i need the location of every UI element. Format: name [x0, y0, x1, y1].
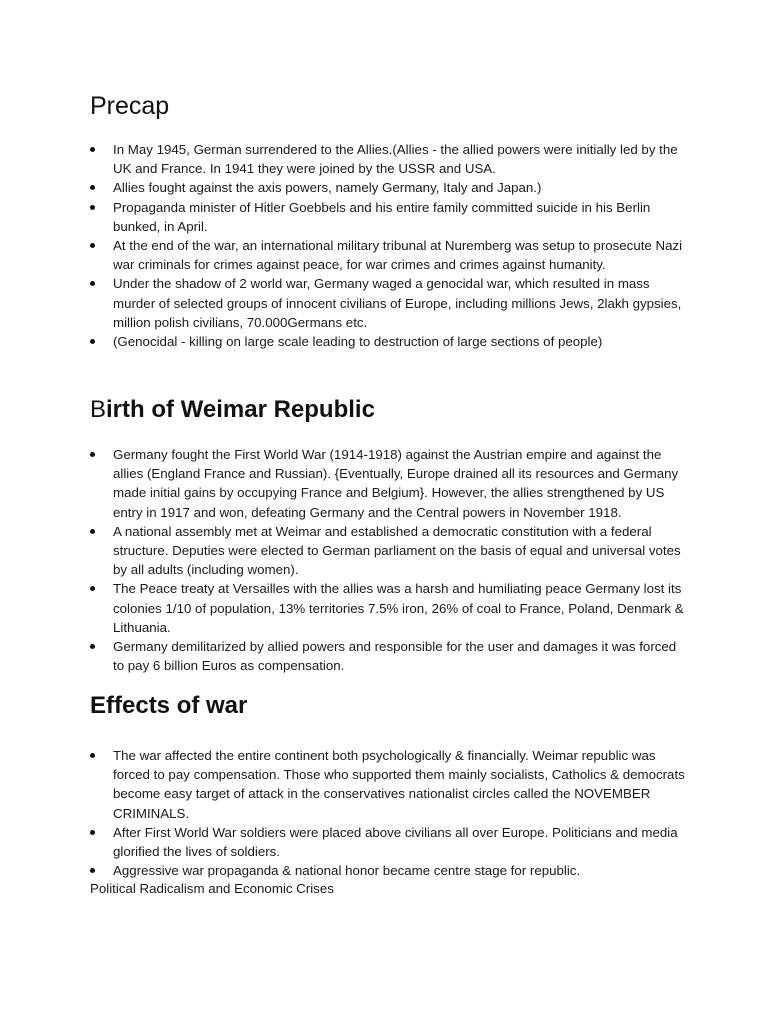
- bullet-icon: [90, 243, 95, 248]
- list-item-text: At the end of the war, an international military tribunal at Nuremberg was setup to prosecute Nazi war criminals for crimes against peace, for war crimes and crimes against humanity.: [113, 238, 683, 273]
- heading-birth-rest: irth of Weimar Republic: [106, 396, 375, 423]
- heading-birth-first-letter: B: [90, 396, 107, 423]
- list-item-text: Allies fought against the axis powers, namely Germany, Italy and Japan.): [113, 180, 542, 196]
- bullet-icon: [90, 529, 95, 534]
- list-item: [0, 579, 768, 637]
- list-item-text: In May 1945, German surrendered to the Allies.(Allies - the allied powers were initially led by the UK and France. In 1941 they were joined by the USSR and USA.: [113, 142, 678, 177]
- list-item-text: A national assembly met at Weimar and established a democratic constitution with a federal structure. Deputies were elected to German parliament on the basis of equal and universal votes by all adults (including women).: [113, 523, 681, 578]
- heading-effects-of-war: Effects of war: [90, 692, 248, 719]
- subheading-political-radicalism: Political Radicalism and Economic Crises: [90, 881, 334, 896]
- list-item: [0, 274, 768, 332]
- list-item: [0, 178, 768, 197]
- list-item: [0, 746, 768, 823]
- bullet-icon: [90, 281, 95, 286]
- list-item-text: Under the shadow of 2 world war, Germany waged a genocidal war, which resulted in mass murder of selected groups of innocent civilians of Europe, including millions Jews, 2lakh gypsies, million polish civilians, 70.000Germans etc.: [113, 276, 682, 330]
- bullet-icon: [90, 868, 95, 873]
- heading-precap: Precap: [90, 92, 170, 120]
- list-item: [0, 823, 768, 861]
- list-item: [0, 861, 768, 880]
- list-item: [0, 332, 768, 351]
- bullet-icon: [90, 830, 95, 835]
- list-item: [0, 522, 768, 580]
- heading-birth-of-weimar-republic: [90, 396, 375, 424]
- list-precap: [0, 140, 768, 351]
- list-birth: [0, 445, 768, 675]
- list-item: [0, 236, 768, 274]
- list-item-text: The Peace treaty at Versailles with the allies was a harsh and humiliating peace Germany lost its colonies 1/10 of population, 13% territories 7.5% iron, 26% of coal to France, Poland, Denmark & Lithuania.: [113, 581, 684, 635]
- list-effects: [0, 746, 768, 880]
- bullet-icon: [90, 644, 95, 649]
- list-item-text: Propaganda minister of Hitler Goebbels and his entire family committed suicide in his Berlin bunked, in April.: [113, 199, 651, 234]
- list-item-text: Germany fought the First World War (1914-1918) against the Austrian empire and against the allies (England France and Russian). {Eventually, Europe drained all its resources and Germany made initial gains by occupying France and Belgium}. However, the allies strengthened by US entry in 1917 and won, defeating Germany and the Central powers in November 1918.: [113, 447, 679, 520]
- bullet-icon: [90, 753, 95, 758]
- bullet-icon: [90, 452, 95, 457]
- list-item-text: Germany demilitarized by allied powers and responsible for the user and damages it was forced to pay 6 billion Euros as compensation.: [113, 639, 677, 674]
- bullet-icon: [90, 205, 95, 210]
- list-item: [0, 445, 768, 522]
- list-item: [0, 198, 768, 236]
- list-item-text: Aggressive war propaganda & national honor became centre stage for republic.: [113, 863, 581, 879]
- bullet-icon: [90, 339, 95, 344]
- list-item: [0, 140, 768, 178]
- bullet-icon: [90, 586, 95, 591]
- list-item-text: (Genocidal - killing on large scale leading to destruction of large sections of people): [113, 334, 603, 350]
- list-item: [0, 637, 768, 675]
- list-item-text: After First World War soldiers were placed above civilians all over Europe. Politicians and media glorified the lives of soldiers.: [113, 824, 678, 860]
- bullet-icon: [90, 185, 95, 190]
- list-item-text: The war affected the entire continent both psychologically & financially. Weimar republic was forced to pay compensation. Those who supported them mainly socialists, Catholics & democrats become easy target of attack in the conservatives nationalist circles called the NOVEMBER CRIMINALS.: [113, 748, 685, 821]
- bullet-icon: [90, 147, 95, 152]
